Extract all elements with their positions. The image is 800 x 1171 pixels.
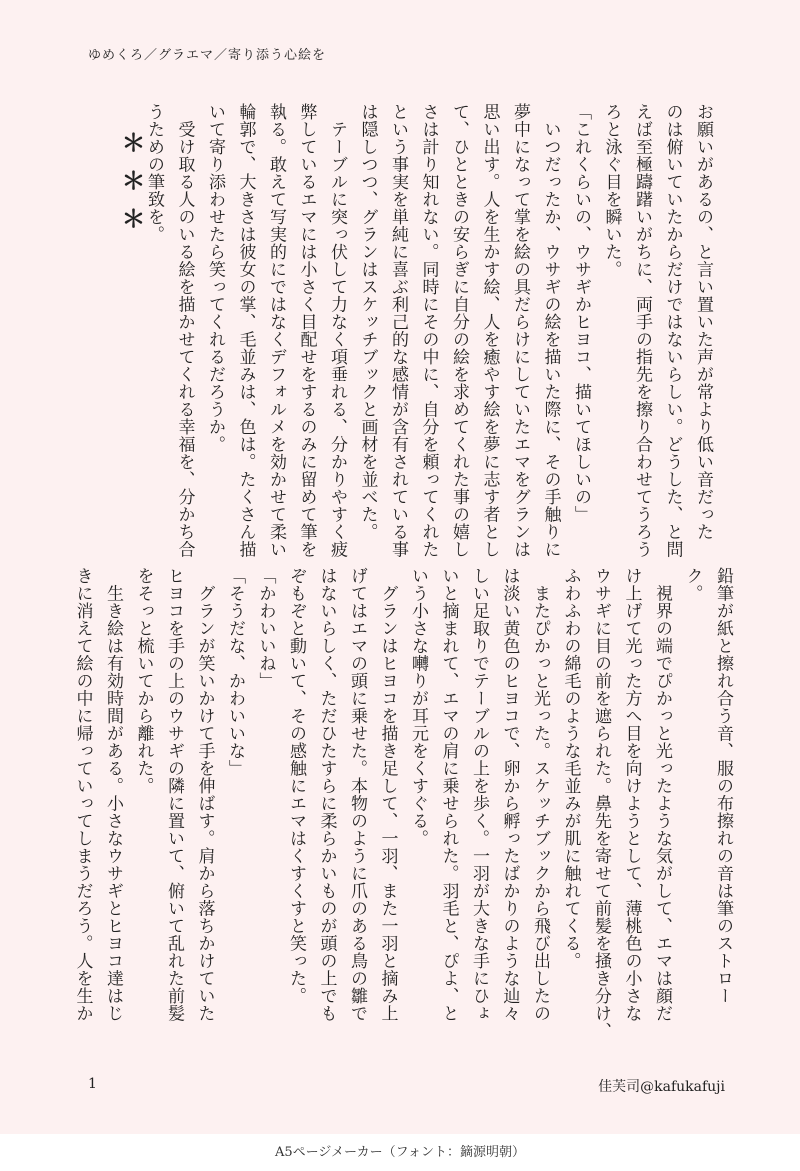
text-line: うための筆致を。 [144, 103, 164, 243]
text-line: いと摘まれて、エマの肩に乗せられた。羽毛と、ぴよ、と [438, 567, 459, 1022]
header-title: ゆめくろ／グラエマ／寄り添う心絵を [88, 48, 327, 63]
text-line: えば至極躊躇いがちに、両手の指先を擦り合わせてうろう [632, 103, 652, 558]
text-line: 受け取る人のいる絵を描かせてくれる幸福を、分かち合 [174, 103, 195, 558]
text-line: お願いがあるの、と言い置いた声が常より低い音だった [693, 103, 713, 541]
text-line: グランはヒヨコを描き足して、一羽、また一羽と摘み上 [377, 567, 398, 1022]
text-line: て、ひとときの安らぎに自分の絵を求めてくれた事の嬉し [449, 103, 469, 558]
text-line: ろと泳ぐ目を瞬いた。 [601, 103, 622, 278]
lower-text-block [72, 567, 738, 1040]
text-line: 思い出す。人を生かす絵、人を癒やす絵を夢に志す者とし [479, 103, 500, 558]
footer-text: A5ページメーカー（フォント：鏑源明朝） [274, 1145, 526, 1160]
text-line: 輪郭で、大きさは彼女の掌、毛並みは、色は。たくさん描 [235, 103, 256, 558]
text-line: 弊しているエマには小さく目配せをするのみに留めて筆を [296, 103, 317, 558]
text-line: 夢中になって掌を絵の具だらけにしていたエマをグランは [510, 103, 530, 558]
text-line: げてはエマの頭に乗せた。本物のように爪のある鳥の雛で [347, 567, 367, 1022]
text-line: ぞもぞと動いて、その感触にエマはくすくすと笑った。 [286, 567, 306, 1005]
text-line: しい足取りでテーブルの上を歩く。一羽が大きな手にひょ [469, 567, 489, 1022]
text-line: いう小さな囀りが耳元をくすぐる。 [408, 567, 428, 847]
text-line: は隠しつつ、グランはスケッチブックと画材を並べた。 [357, 103, 378, 541]
footer-bar [0, 1134, 800, 1171]
text-line: いつだったか、ウサギの絵を描いた際に、その手触りに [540, 103, 561, 558]
text-line: またぴかっと光った。スケッチブックから飛び出したの [530, 567, 550, 1022]
text-line: をそっと梳いてから離れた。 [133, 567, 154, 795]
page-number: 1 [88, 1076, 97, 1092]
text-line: 「そうだな、かわいいな」 [225, 567, 245, 777]
text-line: さは計り知れない。同時にその中に、自分を頼ってくれた [418, 103, 439, 558]
text-line: 視界の端でぴかっと光ったような気がして、エマは顔だ [652, 567, 672, 1022]
author-credit: 佳芙司@kafukafuji [598, 1079, 725, 1095]
text-line: は淡い黄色のヒヨコで、卵から孵ったばかりのような辿々 [499, 567, 520, 1022]
text-line: グランが笑いかけて手を伸ばす。肩から落ちかけていた [194, 567, 215, 1022]
text-line: け上げて光った方へ目を向けようとして、薄桃色の小さな [621, 567, 642, 1022]
text-line: 「これくらいの、ウサギかヒヨコ、描いてほしいの」 [571, 103, 591, 523]
text-line: ふわふわの綿毛のような毛並みが肌に触れてくる。 [560, 567, 581, 970]
text-line: という事実を単純に喜ぶ利己的な感情が含有されている事 [388, 103, 408, 558]
text-line: 生き絵は有効時間がある。小さなウサギとヒヨコ達はじ [103, 567, 123, 1022]
text-line: ウサギに目の前を遮られた。鼻先を寄せて前髪を掻き分け、 [591, 567, 611, 1040]
text-line: きに消えて絵の中に帰っていってしまうだろう。人を生か [72, 567, 93, 1022]
text-line: 「かわいいね」 [255, 567, 276, 690]
text-line: 執る。敢えて写実的にではなくデフォルメを効かせて柔い [266, 103, 286, 558]
text-line: のは俯いていたからだけではないらしい。どうした、と問 [662, 103, 683, 558]
text-line: いて寄り添わせたら笑ってくれるだろうか。 [205, 103, 225, 453]
upper-text-block [78, 103, 718, 558]
text-line: はないらしく、ただひたすらに柔らかいものが頭の上でも [316, 567, 337, 1022]
text-line: テーブルに突っ伏して力なく項垂れる、分かりやすく疲 [327, 103, 347, 558]
section-separator: ＊＊＊ [117, 130, 146, 244]
text-line: ヒヨコを手の上のウサギの隣に置いて、俯いて乱れた前髪 [164, 567, 184, 1022]
text-line: 鉛筆が紙と擦れ合う音、服の布擦れの音は筆のストロー [713, 567, 733, 1005]
text-line: ク。 [682, 567, 703, 602]
